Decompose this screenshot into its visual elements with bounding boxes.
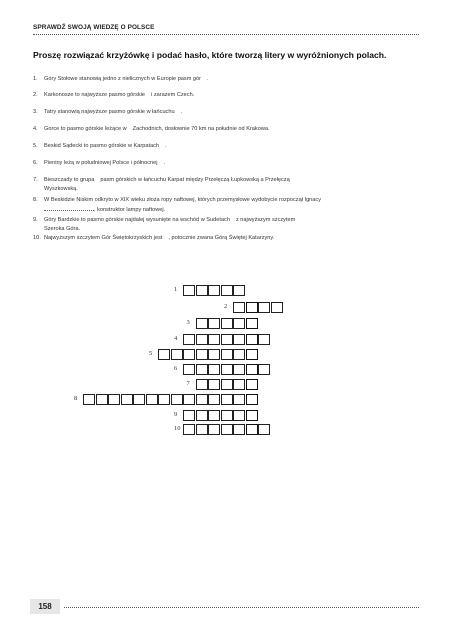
question-text-line2: Wyszkowską.: [44, 186, 78, 192]
crossword-cell[interactable]: [146, 394, 158, 405]
question-number: 2.: [33, 92, 38, 98]
crossword-cell[interactable]: [158, 394, 170, 405]
question-text-end: z najwyższym szczytem: [235, 217, 296, 223]
crossword-cell[interactable]: [271, 302, 283, 313]
crossword-cell[interactable]: [196, 318, 208, 329]
crossword-cell[interactable]: [233, 285, 245, 296]
header-divider: [33, 34, 419, 35]
crossword-cell[interactable]: [233, 364, 245, 375]
question-number: 4.: [33, 126, 38, 132]
crossword-cell[interactable]: [196, 349, 208, 360]
crossword-cell[interactable]: [208, 349, 220, 360]
question-text-end: pasm górskich w łańcuchu Karpat między Przełęczą Łupkowską a Przełęczą: [100, 177, 290, 183]
crossword-row-number: 10: [174, 425, 181, 432]
crossword-cell[interactable]: [233, 410, 245, 421]
crossword-cell[interactable]: [221, 349, 233, 360]
crossword-cell[interactable]: [258, 364, 270, 375]
question-text-line2: , konstruktor lampy naftowej.: [94, 207, 166, 213]
highlighted-cell[interactable]: [246, 334, 258, 345]
question-text: Najwyższym szczytem Gór Świętokrzyskich jest: [44, 235, 163, 241]
highlighted-cell[interactable]: [246, 349, 258, 360]
crossword-cell[interactable]: [183, 424, 195, 435]
crossword-row-number: 9: [174, 411, 178, 418]
crossword-cell[interactable]: [233, 394, 245, 405]
crossword-cell[interactable]: [121, 394, 133, 405]
crossword-row-number: 8: [74, 395, 78, 402]
question-text: Pieniny leżą w południowej Polsce i północnej: [44, 160, 158, 166]
crossword-row-number: 4: [174, 335, 178, 342]
page-number: 158: [30, 599, 60, 614]
crossword-cell[interactable]: [171, 394, 183, 405]
question-text-end: .: [207, 76, 209, 82]
crossword-cell[interactable]: [196, 364, 208, 375]
crossword-cell[interactable]: [83, 394, 95, 405]
question-number: 7.: [33, 177, 38, 183]
crossword-cell[interactable]: [196, 285, 208, 296]
question-number: 8.: [33, 197, 38, 203]
question-text-end: .: [163, 160, 166, 166]
crossword-cell[interactable]: [233, 302, 245, 313]
crossword-cell[interactable]: [221, 364, 233, 375]
question-text: Beskid Sądecki to pasmo górskie w Karpatach: [44, 143, 160, 149]
section-header: SPRAWDŹ SWOJĄ WIEDZĘ O POLSCE: [33, 24, 155, 31]
question-text: Tatry stanowią najwyższe pasmo górskie w łańcuchu: [44, 109, 175, 115]
crossword-cell[interactable]: [233, 318, 245, 329]
crossword-cell[interactable]: [183, 394, 195, 405]
crossword-cell[interactable]: [221, 424, 233, 435]
crossword-cell[interactable]: [183, 285, 195, 296]
footer-divider: [64, 607, 419, 608]
crossword-cell[interactable]: [96, 394, 108, 405]
crossword-cell[interactable]: [258, 302, 270, 313]
question-number: 5.: [33, 143, 38, 149]
question-number: 10.: [33, 235, 41, 241]
crossword-cell[interactable]: [208, 318, 220, 329]
crossword-row-number: 2: [224, 303, 228, 310]
question-text: Bieszczady to grupa: [44, 177, 95, 183]
crossword-cell[interactable]: [158, 349, 170, 360]
highlighted-cell[interactable]: [246, 424, 258, 435]
question-text: Góry Bardzkie to pasmo górskie najdalej wysunięte na wschód w Sudetach: [44, 217, 230, 223]
crossword-cell[interactable]: [208, 410, 220, 421]
question-text-end: Zachodnich, dosłownie 70 km na południe od Krakowa.: [132, 126, 270, 132]
crossword-row-number: 1: [174, 286, 178, 293]
crossword-cell[interactable]: [208, 394, 220, 405]
crossword-row-number: 6: [174, 365, 178, 372]
crossword-cell[interactable]: [233, 349, 245, 360]
crossword-cell[interactable]: [258, 424, 270, 435]
highlighted-cell[interactable]: [246, 410, 258, 421]
question-text: W Beskidzie Niskim odkryto w XIX wieku złoża ropy naftowej, których przemysłowe wydobycie rozpoczął Ignacy: [44, 197, 321, 203]
crossword-cell[interactable]: [208, 379, 220, 390]
crossword-cell[interactable]: [221, 394, 233, 405]
crossword-cell[interactable]: [221, 379, 233, 390]
crossword-cell[interactable]: [133, 394, 145, 405]
question-text-end: i zarazem Czech.: [151, 92, 195, 98]
crossword-cell[interactable]: [221, 318, 233, 329]
highlighted-cell[interactable]: [246, 302, 258, 313]
crossword-cell[interactable]: [183, 334, 195, 345]
crossword-cell[interactable]: [108, 394, 120, 405]
highlighted-cell[interactable]: [246, 394, 258, 405]
question-text: Góry Stołowe stanowią jedno z nielicznych w Europie pasm gór: [44, 76, 202, 82]
question-text-end: .: [165, 143, 167, 149]
crossword-row-number: 7: [186, 380, 190, 387]
crossword-cell[interactable]: [183, 364, 195, 375]
highlighted-cell[interactable]: [246, 379, 258, 390]
crossword-cell[interactable]: [233, 424, 245, 435]
crossword-cell[interactable]: [233, 334, 245, 345]
highlighted-cell[interactable]: [246, 364, 258, 375]
question-text-line2: Szeroka Góra.: [44, 226, 81, 232]
question-number: 9.: [33, 217, 38, 223]
crossword-cell[interactable]: [233, 379, 245, 390]
question-number: 3.: [33, 109, 38, 115]
crossword-cell[interactable]: [208, 364, 220, 375]
highlighted-cell[interactable]: [246, 318, 258, 329]
crossword-cell[interactable]: [258, 334, 270, 345]
question-number: 1.: [33, 76, 38, 82]
crossword-cell[interactable]: [221, 334, 233, 345]
crossword-cell[interactable]: [208, 285, 220, 296]
question-text: Karkonosze to najwyższe pasmo górskie: [44, 92, 146, 98]
crossword-cell[interactable]: [221, 410, 233, 421]
question-number: 6.: [33, 160, 38, 166]
crossword-cell[interactable]: [183, 349, 195, 360]
crossword-cell[interactable]: [196, 394, 208, 405]
answer-blank: [44, 205, 94, 211]
crossword-cell[interactable]: [183, 410, 195, 421]
crossword-row-number: 5: [149, 350, 153, 357]
question-text-end: , potocznie zwana Górą Świętej Katarzyny.: [168, 235, 275, 241]
question-text-end: .: [180, 109, 183, 115]
crossword-cell[interactable]: [208, 424, 220, 435]
question-text: Gorce to pasmo górskie leżące w: [44, 126, 127, 132]
crossword-cell[interactable]: [171, 349, 183, 360]
crossword-cell[interactable]: [196, 334, 208, 345]
crossword-row-number: 3: [186, 319, 190, 326]
crossword-cell[interactable]: [196, 379, 208, 390]
crossword-cell[interactable]: [196, 410, 208, 421]
crossword-cell[interactable]: [196, 424, 208, 435]
crossword-cell[interactable]: [221, 285, 233, 296]
task-instruction: Proszę rozwiązać krzyżówkę i podać hasło, które tworzą litery w wyróżnionych polach.: [33, 50, 387, 60]
crossword-cell[interactable]: [208, 334, 220, 345]
